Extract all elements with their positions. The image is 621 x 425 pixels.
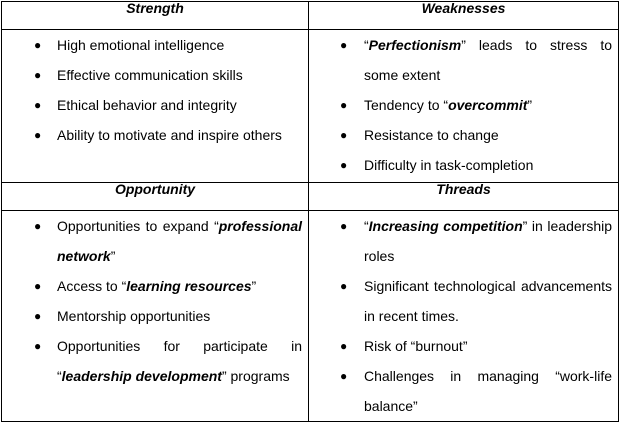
text-segment: ” programs xyxy=(221,368,290,384)
thread-text xyxy=(364,271,612,331)
list-item xyxy=(2,30,308,60)
bullet-icon: ● xyxy=(340,98,348,112)
text-segment: Mentorship opportunities xyxy=(57,308,211,324)
bullet-icon: ● xyxy=(34,68,42,82)
thread-text xyxy=(364,331,612,361)
text-segment: Challenges in managing “work-life balance” xyxy=(364,368,612,414)
opportunity-text xyxy=(57,271,302,301)
list-item xyxy=(2,60,308,90)
text-segment: Resistance to change xyxy=(364,127,499,143)
text-segment: ” xyxy=(527,97,533,113)
opportunity-header-cell xyxy=(2,183,309,211)
bullet-icon: ● xyxy=(340,219,348,233)
opportunity-text xyxy=(57,211,302,271)
text-segment: Tendency to “ xyxy=(364,97,449,113)
text-segment: ” in leadership roles xyxy=(364,218,613,264)
list-item xyxy=(309,150,618,180)
text-segment: “ xyxy=(364,37,369,53)
threads-header-cell xyxy=(309,183,619,211)
header-row-2 xyxy=(2,183,619,211)
thread-text xyxy=(364,361,612,421)
text-segment: Risk of “burnout” xyxy=(364,338,468,354)
emphasis-text: Perfectionism xyxy=(368,37,462,53)
text-segment: Difficulty in task-completion xyxy=(364,157,534,173)
bullet-icon: ● xyxy=(34,128,42,142)
body-row-1 xyxy=(2,30,619,183)
weakness-text xyxy=(364,120,612,150)
weaknesses-list xyxy=(309,30,618,180)
bullet-icon: ● xyxy=(340,158,348,172)
strength-text: Ability to motivate and inspire others xyxy=(57,127,282,143)
list-item xyxy=(309,120,618,150)
list-item xyxy=(2,331,308,391)
opportunity-header: Opportunity xyxy=(114,181,196,197)
bullet-icon: ● xyxy=(34,279,42,293)
emphasis-text: leadership development xyxy=(61,368,222,384)
strength-list xyxy=(2,30,308,150)
swot-table xyxy=(1,1,619,422)
text-segment: Access to “ xyxy=(57,278,127,294)
opportunity-cell xyxy=(2,211,309,422)
strength-text: High emotional intelligence xyxy=(57,37,225,53)
text-segment: Opportunities for participate in “ xyxy=(57,338,302,384)
text-segment: ” xyxy=(110,248,116,264)
bullet-icon: ● xyxy=(34,309,42,323)
list-item xyxy=(309,361,618,421)
bullet-icon: ● xyxy=(340,38,348,52)
weaknesses-header-cell xyxy=(309,2,619,30)
list-item xyxy=(2,301,308,331)
list-item xyxy=(2,120,308,150)
opportunity-list xyxy=(2,211,308,391)
list-item xyxy=(309,90,618,120)
threads-cell xyxy=(309,211,619,422)
text-segment: “ xyxy=(364,218,369,234)
bullet-icon: ● xyxy=(34,339,42,353)
emphasis-text: learning resources xyxy=(126,278,252,294)
strength-header: Strength xyxy=(126,0,184,16)
list-item xyxy=(309,271,618,331)
bullet-icon: ● xyxy=(340,369,348,383)
weakness-text xyxy=(364,30,612,90)
strength-text: Effective communication skills xyxy=(57,67,243,83)
emphasis-text: overcommit xyxy=(448,97,528,113)
weaknesses-header: Weaknesses xyxy=(421,0,506,16)
text-segment: Opportunities to expand “ xyxy=(57,218,219,234)
text-segment: ” xyxy=(251,278,257,294)
bullet-icon: ● xyxy=(340,279,348,293)
bullet-icon: ● xyxy=(34,219,42,233)
thread-text xyxy=(364,211,612,271)
bullet-icon: ● xyxy=(340,339,348,353)
threads-list xyxy=(309,211,618,421)
list-item xyxy=(309,30,618,90)
list-item xyxy=(2,271,308,301)
opportunity-text xyxy=(57,331,302,391)
list-item xyxy=(309,211,618,271)
header-row-1 xyxy=(2,2,619,30)
list-item xyxy=(309,331,618,361)
weaknesses-cell xyxy=(309,30,619,183)
bullet-icon: ● xyxy=(340,128,348,142)
text-segment: ” leads to stress to some extent xyxy=(364,37,612,83)
list-item xyxy=(2,90,308,120)
threads-header: Threads xyxy=(436,181,491,197)
weakness-text xyxy=(364,150,612,180)
emphasis-text: professional network xyxy=(57,218,302,264)
bullet-icon: ● xyxy=(34,98,42,112)
weakness-text xyxy=(364,90,612,120)
body-row-2 xyxy=(2,211,619,422)
bullet-icon: ● xyxy=(34,38,42,52)
emphasis-text: Increasing competition xyxy=(368,218,523,234)
opportunity-text xyxy=(57,301,302,331)
strength-text: Ethical behavior and integrity xyxy=(57,97,237,113)
strength-cell xyxy=(2,30,309,183)
strength-header-cell xyxy=(2,2,309,30)
text-segment: Significant technological advancements in recent times. xyxy=(364,278,612,324)
list-item xyxy=(2,211,308,271)
